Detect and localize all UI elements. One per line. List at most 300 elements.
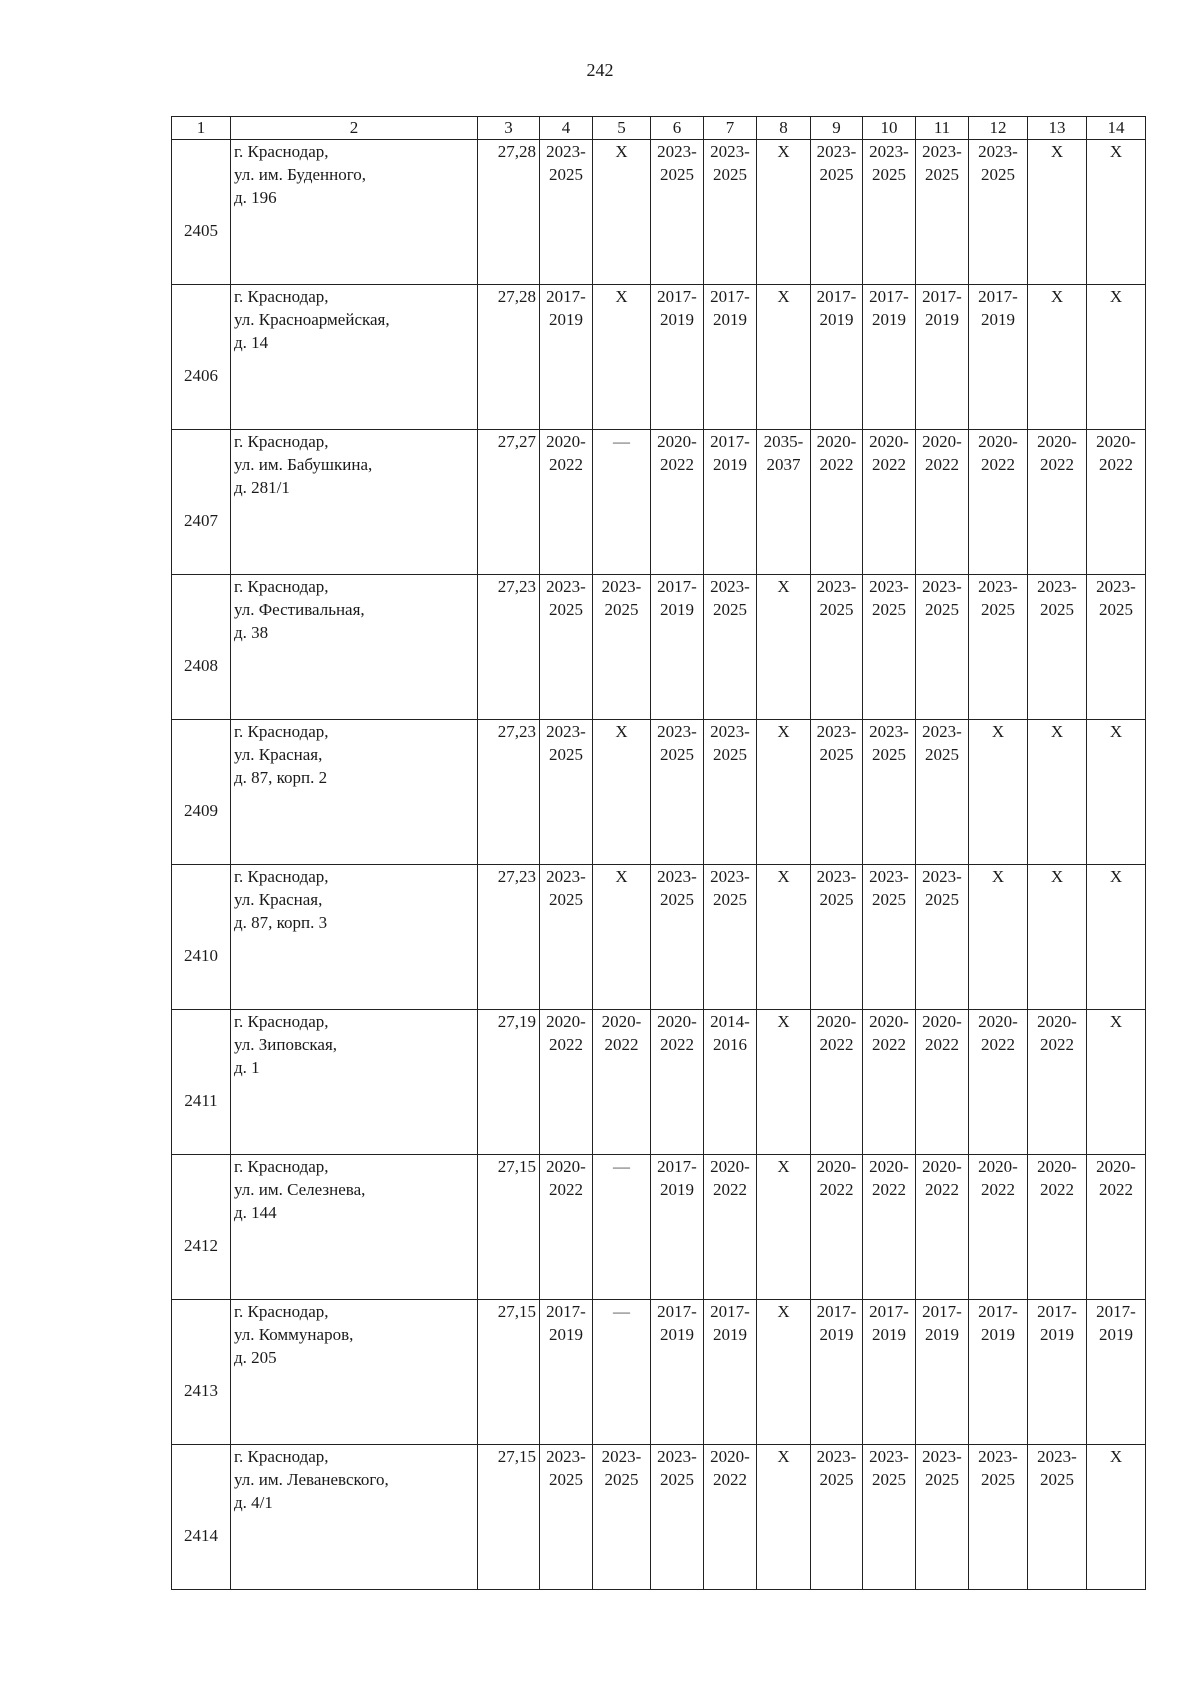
period-value: 2020- [869, 432, 909, 451]
column-header-2: 2 [231, 117, 478, 140]
period-cell-col-10 [863, 865, 916, 1010]
period-cell-col-7 [704, 1445, 757, 1590]
period-value: 2023- [601, 577, 642, 596]
period-value: 2022 [872, 1035, 906, 1054]
area-cell: 27,23 [478, 865, 540, 1010]
period-value: X [615, 142, 628, 161]
period-value: 2017- [922, 287, 962, 306]
period-cell-col-7 [704, 575, 757, 720]
table-row [172, 865, 1146, 1010]
period-value: X [777, 722, 790, 741]
column-header-12: 12 [969, 117, 1028, 140]
period-value: 2023- [869, 722, 909, 741]
period-cell-col-5 [593, 140, 651, 285]
period-value: 2025 [819, 745, 854, 764]
period-value: 2025 [549, 890, 583, 909]
page-number: 242 [586, 60, 614, 80]
period-value: — [613, 1302, 630, 1321]
period-value: 2023- [546, 1447, 586, 1466]
column-header-13: 13 [1028, 117, 1087, 140]
period-value: 2017- [1037, 1302, 1077, 1321]
period-cell-col-10 [863, 720, 916, 865]
period-value: 2025 [819, 165, 854, 184]
period-value: 2022 [1040, 1035, 1074, 1054]
column-header-11: 11 [916, 117, 969, 140]
period-value: 2022 [981, 1180, 1015, 1199]
period-value: — [613, 432, 630, 451]
period-value: 2023- [922, 867, 962, 886]
period-cell-col-7 [704, 1300, 757, 1445]
period-cell-col-9 [811, 1445, 863, 1590]
period-value: 2025 [981, 165, 1015, 184]
period-cell-col-8 [757, 285, 811, 430]
period-cell-col-10 [863, 1445, 916, 1590]
period-cell-col-10 [863, 140, 916, 285]
period-cell-col-14 [1087, 285, 1146, 430]
address-cell [231, 1300, 478, 1445]
column-header-3: 3 [478, 117, 540, 140]
period-value: X [1050, 722, 1064, 741]
period-value: 2025 [981, 1470, 1015, 1489]
period-cell-col-8 [757, 575, 811, 720]
column-header-8: 8 [757, 117, 811, 140]
period-value: 2017- [922, 1302, 962, 1321]
period-cell-col-12 [969, 865, 1028, 1010]
period-value: 2023- [922, 577, 962, 596]
period-value: 2019 [549, 310, 583, 329]
table-row [172, 1155, 1146, 1300]
period-value: 2025 [660, 165, 694, 184]
period-value: X [1050, 142, 1064, 161]
period-cell-col-9 [811, 285, 863, 430]
period-value: 2025 [872, 600, 906, 619]
period-value: 2022 [549, 455, 583, 474]
period-value: 2020- [978, 1157, 1018, 1176]
period-value: 2023- [710, 722, 750, 741]
period-cell-col-12 [969, 1445, 1028, 1590]
period-cell-col-6 [651, 1010, 704, 1155]
period-cell-col-13 [1028, 1010, 1087, 1155]
period-cell-col-14 [1087, 1010, 1146, 1155]
period-value: 2025 [1040, 1470, 1074, 1489]
address-line: ул. Коммунаров, [234, 1325, 354, 1344]
column-header-10: 10 [863, 117, 916, 140]
row-number: 2405 [172, 140, 231, 285]
period-cell-col-13 [1028, 720, 1087, 865]
period-value: X [1109, 1447, 1123, 1466]
period-value: 2023- [922, 722, 962, 741]
period-value: 2025 [660, 1470, 694, 1489]
address-line: д. 14 [234, 333, 269, 352]
period-value: 2023- [1096, 577, 1136, 596]
period-value: 2020- [1096, 432, 1136, 451]
period-cell-col-11 [916, 865, 969, 1010]
period-cell-col-11 [916, 1010, 969, 1155]
period-value: X [777, 142, 790, 161]
period-cell-col-9 [811, 1300, 863, 1445]
row-number: 2408 [172, 575, 231, 720]
period-value: 2019 [660, 1180, 694, 1199]
period-value: 2023- [710, 577, 750, 596]
period-value: X [615, 867, 628, 886]
period-value: 2020- [816, 1157, 857, 1176]
period-cell-col-10 [863, 575, 916, 720]
address-cell [231, 430, 478, 575]
table-row [172, 1300, 1146, 1445]
address-line: г. Краснодар, [234, 867, 329, 886]
address-line: г. Краснодар, [234, 722, 329, 741]
address-cell [231, 865, 478, 1010]
period-value: 2023- [816, 867, 857, 886]
period-cell-col-6 [651, 430, 704, 575]
period-cell-col-12 [969, 1300, 1028, 1445]
period-value: 2020- [657, 1012, 697, 1031]
period-value: 2025 [549, 165, 583, 184]
period-value: 2019 [660, 310, 694, 329]
period-value: X [777, 1447, 790, 1466]
period-cell-col-8 [757, 1300, 811, 1445]
period-cell-col-9 [811, 1155, 863, 1300]
period-cell-col-6 [651, 140, 704, 285]
period-value: 2023- [1037, 1447, 1077, 1466]
period-cell-col-14 [1087, 430, 1146, 575]
address-line: г. Краснодар, [234, 142, 329, 161]
column-header-1: 1 [172, 117, 231, 140]
period-value: 2020- [816, 1012, 857, 1031]
period-value: 2023- [869, 577, 909, 596]
period-cell-col-11 [916, 1155, 969, 1300]
period-cell-col-5 [593, 1445, 651, 1590]
period-value: 2022 [604, 1035, 639, 1054]
period-cell-col-13 [1028, 1300, 1087, 1445]
period-value: 2020- [1037, 1012, 1077, 1031]
period-value: 2023- [546, 142, 586, 161]
period-value: 2022 [713, 1470, 747, 1489]
period-value: 2025 [819, 600, 854, 619]
period-value: 2022 [660, 455, 694, 474]
period-value: 2025 [872, 745, 906, 764]
period-cell-col-9 [811, 1010, 863, 1155]
address-line: ул. им. Селезнева, [234, 1180, 366, 1199]
period-value: X [1109, 722, 1123, 741]
table-body [172, 140, 1146, 1590]
period-value: 2023- [546, 577, 586, 596]
period-value: X [1109, 142, 1123, 161]
address-line: г. Краснодар, [234, 432, 329, 451]
period-cell-col-11 [916, 430, 969, 575]
period-cell-col-4 [540, 1445, 593, 1590]
period-cell-col-10 [863, 430, 916, 575]
address-line: г. Краснодар, [234, 1302, 329, 1321]
period-value: 2020- [922, 1157, 962, 1176]
period-value: 2017- [869, 1302, 909, 1321]
period-value: 2020- [657, 432, 697, 451]
period-value: 2017- [657, 577, 697, 596]
period-cell-col-6 [651, 720, 704, 865]
period-value: X [1109, 287, 1123, 306]
column-header-7: 7 [704, 117, 757, 140]
period-value: 2017- [816, 287, 857, 306]
address-line: д. 38 [234, 623, 269, 642]
area-cell: 27,23 [478, 720, 540, 865]
period-cell-col-12 [969, 430, 1028, 575]
period-cell-col-4 [540, 720, 593, 865]
period-value: 2025 [713, 890, 747, 909]
period-value: 2025 [925, 165, 959, 184]
period-value: 2017- [1096, 1302, 1136, 1321]
period-value: 2019 [1040, 1325, 1074, 1344]
period-cell-col-9 [811, 720, 863, 865]
period-value: 2025 [604, 1470, 639, 1489]
period-value: 2025 [660, 890, 694, 909]
period-value: 2025 [1099, 600, 1133, 619]
period-cell-col-9 [811, 865, 863, 1010]
period-value: 2023- [546, 867, 586, 886]
period-cell-col-5 [593, 865, 651, 1010]
header-row [172, 117, 1146, 140]
period-value: X [777, 577, 790, 596]
period-cell-col-8 [757, 1445, 811, 1590]
period-value: 2023- [816, 1447, 857, 1466]
housing-register-table [171, 116, 1146, 1590]
period-cell-col-12 [969, 1155, 1028, 1300]
period-value: 2025 [925, 1470, 959, 1489]
period-value: 2022 [660, 1035, 694, 1054]
period-cell-col-13 [1028, 575, 1087, 720]
row-number: 2410 [172, 865, 231, 1010]
period-cell-col-11 [916, 720, 969, 865]
period-cell-col-14 [1087, 140, 1146, 285]
period-value: 2022 [1040, 455, 1074, 474]
area-cell: 27,28 [478, 140, 540, 285]
period-value: X [1050, 287, 1064, 306]
period-value: 2020- [1037, 1157, 1077, 1176]
period-cell-col-14 [1087, 575, 1146, 720]
period-cell-col-4 [540, 575, 593, 720]
period-value: 2023- [657, 867, 697, 886]
period-cell-col-9 [811, 140, 863, 285]
period-cell-col-12 [969, 575, 1028, 720]
period-value: 2022 [1099, 455, 1133, 474]
period-value: 2017- [657, 287, 697, 306]
row-number: 2411 [172, 1010, 231, 1155]
period-cell-col-14 [1087, 1300, 1146, 1445]
period-cell-col-13 [1028, 140, 1087, 285]
period-value: 2019 [925, 1325, 959, 1344]
period-cell-col-4 [540, 865, 593, 1010]
period-cell-col-6 [651, 1155, 704, 1300]
period-value: 2017- [978, 1302, 1018, 1321]
period-cell-col-8 [757, 140, 811, 285]
period-cell-col-4 [540, 430, 593, 575]
address-line: ул. Красная, [234, 890, 323, 909]
period-value: 2023- [816, 577, 857, 596]
column-header-9: 9 [811, 117, 863, 140]
period-value: 2025 [549, 1470, 583, 1489]
address-cell [231, 1445, 478, 1590]
address-line: г. Краснодар, [234, 1157, 329, 1176]
period-value: 2019 [819, 1325, 854, 1344]
period-value: 2025 [819, 1470, 854, 1489]
address-line: д. 144 [234, 1203, 277, 1222]
period-cell-col-11 [916, 1445, 969, 1590]
period-cell-col-5 [593, 1300, 651, 1445]
period-value: X [615, 287, 628, 306]
period-value: 2022 [872, 455, 906, 474]
period-value: 2020- [1096, 1157, 1136, 1176]
address-line: д. 196 [234, 188, 277, 207]
period-cell-col-6 [651, 285, 704, 430]
area-cell: 27,15 [478, 1155, 540, 1300]
period-value: 2022 [549, 1035, 583, 1054]
period-value: 2017- [710, 432, 750, 451]
period-cell-col-14 [1087, 1445, 1146, 1590]
period-value: 2023- [816, 722, 857, 741]
period-value: 2020- [869, 1157, 909, 1176]
period-cell-col-6 [651, 575, 704, 720]
period-cell-col-6 [651, 865, 704, 1010]
row-number: 2412 [172, 1155, 231, 1300]
period-value: 2025 [713, 745, 747, 764]
period-value: X [777, 287, 790, 306]
period-value: 2025 [660, 745, 694, 764]
period-value: 2023- [710, 867, 750, 886]
period-value: 2017- [546, 287, 586, 306]
period-value: 2023- [869, 1447, 909, 1466]
period-cell-col-5 [593, 1010, 651, 1155]
address-line: д. 205 [234, 1348, 277, 1367]
period-value: 2025 [925, 890, 959, 909]
period-value: X [777, 1012, 790, 1031]
period-value: 2019 [713, 310, 747, 329]
address-cell [231, 140, 478, 285]
period-cell-col-13 [1028, 865, 1087, 1010]
address-line: д. 281/1 [234, 478, 290, 497]
address-line: д. 1 [234, 1058, 260, 1077]
period-value: 2023- [978, 577, 1018, 596]
period-cell-col-4 [540, 285, 593, 430]
period-value: 2022 [549, 1180, 583, 1199]
period-cell-col-8 [757, 1155, 811, 1300]
period-cell-col-11 [916, 1300, 969, 1445]
area-cell: 27,28 [478, 285, 540, 430]
period-value: 2035- [763, 432, 804, 451]
period-value: 2022 [1099, 1180, 1133, 1199]
address-cell [231, 1010, 478, 1155]
period-cell-col-11 [916, 575, 969, 720]
period-value: 2020- [546, 432, 586, 451]
period-value: 2020- [816, 432, 857, 451]
period-value: 2022 [925, 1035, 959, 1054]
period-cell-col-8 [757, 865, 811, 1010]
period-cell-col-13 [1028, 285, 1087, 430]
table-row [172, 575, 1146, 720]
address-line: г. Краснодар, [234, 1447, 329, 1466]
period-value: X [991, 722, 1005, 741]
period-value: 2017- [978, 287, 1018, 306]
period-value: 2025 [925, 600, 959, 619]
period-value: 2017- [657, 1302, 697, 1321]
period-value: 2020- [978, 1012, 1018, 1031]
period-cell-col-10 [863, 285, 916, 430]
period-value: 2023- [657, 142, 697, 161]
period-value: 2023- [978, 142, 1018, 161]
period-value: 2019 [660, 600, 694, 619]
period-value: 2025 [819, 890, 854, 909]
period-value: 2019 [872, 310, 906, 329]
period-value: 2020- [922, 432, 962, 451]
period-value: 2022 [819, 455, 854, 474]
period-cell-col-4 [540, 1300, 593, 1445]
period-value: X [1109, 1012, 1123, 1031]
period-value: 2017- [869, 287, 909, 306]
period-value: 2019 [981, 310, 1015, 329]
period-cell-col-6 [651, 1445, 704, 1590]
period-value: 2025 [872, 1470, 906, 1489]
address-line: ул. Фестивальная, [234, 600, 365, 619]
period-cell-col-9 [811, 575, 863, 720]
period-value: X [777, 867, 790, 886]
period-value: 2019 [549, 1325, 583, 1344]
period-value: 2017- [710, 1302, 750, 1321]
period-cell-col-7 [704, 865, 757, 1010]
period-value: 2023- [978, 1447, 1018, 1466]
area-cell: 27,27 [478, 430, 540, 575]
area-cell: 27,23 [478, 575, 540, 720]
table-row [172, 1010, 1146, 1155]
period-cell-col-4 [540, 1155, 593, 1300]
period-cell-col-9 [811, 430, 863, 575]
address-line: г. Краснодар, [234, 287, 329, 306]
period-cell-col-14 [1087, 720, 1146, 865]
period-value: 2022 [981, 1035, 1015, 1054]
row-number: 2406 [172, 285, 231, 430]
period-value: X [777, 1302, 790, 1321]
period-cell-col-10 [863, 1300, 916, 1445]
column-header-14: 14 [1087, 117, 1146, 140]
address-line: г. Краснодар, [234, 577, 329, 596]
row-number: 2407 [172, 430, 231, 575]
period-value: 2019 [981, 1325, 1015, 1344]
period-value: X [615, 722, 628, 741]
period-value: 2020- [710, 1447, 750, 1466]
period-cell-col-7 [704, 1155, 757, 1300]
period-value: 2019 [872, 1325, 906, 1344]
period-cell-col-5 [593, 285, 651, 430]
period-cell-col-13 [1028, 1445, 1087, 1590]
period-value: X [1109, 867, 1123, 886]
period-cell-col-12 [969, 140, 1028, 285]
period-value: 2025 [549, 600, 583, 619]
period-value: 2025 [872, 890, 906, 909]
address-line: ул. им. Бабушкина, [234, 455, 373, 474]
area-cell: 27,15 [478, 1300, 540, 1445]
column-header-4: 4 [540, 117, 593, 140]
address-line: ул. Зиповская, [234, 1035, 338, 1054]
period-value: 2023- [816, 142, 857, 161]
period-value: 2020- [601, 1012, 642, 1031]
period-value: 2017- [657, 1157, 697, 1176]
period-cell-col-11 [916, 140, 969, 285]
area-cell: 27,19 [478, 1010, 540, 1155]
period-value: 2022 [925, 1180, 959, 1199]
table-row [172, 285, 1146, 430]
period-cell-col-7 [704, 285, 757, 430]
period-value: 2025 [981, 600, 1015, 619]
period-value: 2023- [869, 867, 909, 886]
period-cell-col-14 [1087, 1155, 1146, 1300]
period-cell-col-13 [1028, 1155, 1087, 1300]
